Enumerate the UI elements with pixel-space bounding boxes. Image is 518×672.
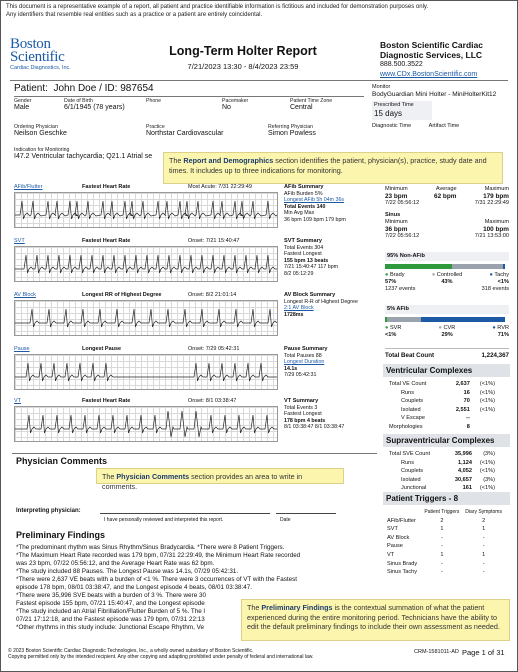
event-onset: Onset: 7/29 05:42:31 (188, 346, 240, 352)
practice-value: Northstar Cardiovascular (146, 130, 224, 137)
trigger-label: AFib/Flutter (387, 517, 416, 524)
event-onset: Onset: 8/1 03:38:47 (188, 398, 237, 404)
summary-line-1: Total Events 304 (284, 244, 324, 251)
finding-line: 07/21 17:12:18, and the Fastest episode was 179 bpm, 07/31 22:13 (16, 616, 205, 623)
table-row (389, 477, 495, 484)
tachy-events: 318 events (481, 286, 509, 292)
trigger-patient-count: 1 (440, 526, 444, 533)
hr-stats-sinus (385, 212, 509, 240)
row-pct (472, 415, 495, 422)
row-value: 70 (463, 398, 470, 405)
disclaimer-line-1: This document is a representative example of a report, all patient and practice identifiable information is fictitious and included for demonstration purposes only. (6, 4, 429, 10)
summary-title: AV Block Summary (284, 292, 336, 298)
indication-label: Indication for Monitoring (14, 147, 70, 153)
row-label: Total VE Count (389, 381, 427, 387)
summary-line-2: 2:1 AV Block (284, 305, 314, 311)
trigger-diary-count: 1 (482, 551, 486, 558)
trigger-label: Sinus Tachy (387, 569, 418, 576)
finding-line: was 23 bpm, 07/22 05:56:12, and the Average Heart Rate was 62 bpm. (16, 560, 215, 567)
signature-line[interactable] (100, 513, 270, 514)
dob-label: Date of Birth (64, 98, 93, 104)
trigger-label: Sinus Brady (387, 560, 418, 567)
cvr-label: CVR (443, 325, 456, 331)
cvr-pct: 29% (441, 332, 453, 338)
ecg-strip (14, 300, 278, 336)
timezone-label: Patient Time Zone (290, 98, 333, 104)
referring-label: Referring Physician (268, 124, 313, 130)
total-beat-value: 1,224,367 (481, 352, 509, 359)
ecg-strip (14, 246, 278, 282)
svr-label: SVR (389, 325, 402, 331)
afib-bar (385, 317, 509, 322)
callout3-bold: Preliminary Findings (261, 603, 333, 612)
summary-line-1: AFib Burden 5% (284, 190, 323, 197)
table-row (389, 398, 495, 405)
dob-value: 6/1/1945 (78 years) (64, 104, 125, 111)
disclaimer-line-2: Any identifiers that resemble real entities such as a practice or a patient are entirely coincidental. (6, 12, 263, 18)
report-title: Long-Term Holter Report (169, 44, 317, 58)
trigger-label: SVT (387, 526, 398, 533)
trigger-diary-count: 1 (482, 526, 486, 533)
hr-stats-afib (385, 186, 509, 207)
table-row (389, 451, 495, 458)
cvr-dot-icon: ● (438, 325, 442, 331)
tachy-dot-icon: ● (489, 272, 493, 278)
trigger-diary-count: - (482, 569, 485, 576)
report-dates: 7/21/2023 13:30 - 8/4/2023 23:59 (187, 62, 299, 71)
event-name-link[interactable]: Pause (14, 346, 30, 352)
summary-line-2: Longest AFib 5h 04m 36s (284, 197, 345, 203)
summary-line-2: Fastest Longest (284, 251, 322, 257)
page-number: Page 1 of 31 (462, 648, 505, 657)
tachy-label: Tachy (494, 272, 509, 278)
row-pct: (<1%) (479, 406, 495, 413)
row-value: 16 (463, 389, 470, 396)
non-afib-label: 95% Non-AFib (385, 252, 509, 261)
event-summary (284, 346, 380, 379)
timezone-value: Central (290, 104, 313, 111)
event-summary (284, 398, 380, 431)
trigger-patient-count: 1 (440, 551, 444, 558)
row-pct: (3%) (483, 476, 495, 483)
row-label: Isolated (401, 476, 421, 483)
trigger-patient-count: 2 (440, 517, 444, 524)
event-onset: Onset: 7/21 15:40:47 (188, 238, 240, 244)
trigger-diary-count: - (482, 543, 485, 550)
triggers-table (385, 507, 506, 578)
summary-line-5: 36 bpm 109 bpm 179 bpm (284, 216, 346, 223)
row-value: 4,052 (457, 468, 472, 475)
table-row (389, 381, 495, 388)
summary-line-4: Min Avg Max (284, 210, 315, 216)
table-row (389, 407, 495, 414)
summary-line-5: 8/2 05:12:29 (284, 270, 314, 277)
phone-label: Phone (146, 98, 162, 104)
header-divider (10, 80, 508, 81)
callout-physician-comments (96, 468, 344, 491)
patient-id-label: ID: (104, 83, 118, 94)
finding-line: *The study included 88 Pauses. The Longest Pause was 14.1s, 07/29 05:42:31. (16, 568, 239, 575)
sinus-max-label: Maximum (484, 219, 509, 225)
hr-max-value: 179 bpm (483, 193, 509, 200)
rvr-pct: 71% (497, 332, 509, 338)
disclaimer (6, 3, 506, 19)
monitor-label: Monitor (372, 84, 391, 90)
table-row (389, 485, 495, 492)
row-value: 30,657 (454, 476, 472, 483)
cvr-segment (387, 317, 421, 322)
event-strip-title: Fastest Heart Rate (82, 184, 131, 190)
summary-line-2: Longest Duration (284, 359, 325, 365)
callout2-post: section provides an area to write in comments. (102, 472, 303, 491)
summary-line-3: 155 bpm 13 beats (284, 257, 329, 264)
ecg-trace (15, 355, 277, 389)
gender-value: Male (14, 104, 30, 111)
company-name-2: Diagnostic Services, LLC (380, 50, 483, 60)
ordering-value: Neilson Geschke (14, 130, 67, 137)
callout1-pre: The (169, 156, 184, 165)
date-line[interactable] (276, 513, 336, 514)
trigger-row (387, 561, 504, 568)
summary-line-3: 1728ms (284, 311, 304, 318)
hr-min-time: 7/22 05:56:12 (385, 200, 420, 206)
total-beat-label: Total Beat Count (385, 352, 435, 359)
finding-line: *The study included an Atrial Fibrillation/Flutter Burden of 5 %. The l (16, 608, 205, 615)
svr-pct: <1% (385, 332, 397, 338)
row-label: Junctional (401, 485, 427, 492)
preliminary-findings-title: Preliminary Findings (16, 530, 106, 540)
summary-title: AFib Summary (284, 184, 324, 190)
patient-id: 987654 (120, 83, 154, 94)
sinus-max-time: 7/21 13:53:00 (474, 233, 509, 239)
summary-title: SVT Summary (284, 238, 322, 244)
ventricular-section (383, 364, 510, 433)
trigger-label: Pause (387, 543, 403, 550)
row-pct: (3%) (483, 451, 495, 457)
comments-divider (12, 453, 377, 454)
trigger-label: AV Block (387, 534, 410, 541)
ecg-trace (15, 193, 277, 227)
trigger-patient-count: - (440, 569, 443, 576)
event-summary (284, 238, 380, 277)
trigger-diary-count: - (482, 560, 485, 567)
ecg-trace (15, 247, 277, 281)
company-logo (10, 38, 71, 71)
trigger-patient-count: - (440, 534, 443, 541)
row-pct: (<1%) (479, 398, 495, 405)
finding-line: *The Maximum Heart Rate recorded was 179 bpm, 07/31 22:29:49, the Minimum Heart Rate recorded (16, 552, 301, 559)
callout-report-demographics (163, 152, 503, 184)
trigger-row (387, 518, 504, 525)
row-value: 2,637 (455, 381, 470, 387)
tachy-segment (503, 264, 505, 269)
row-value: 1,124 (457, 459, 472, 466)
hr-avg-value: 62 bpm (434, 193, 457, 200)
ecg-strip (14, 192, 278, 228)
event-strip-title: Fastest Heart Rate (82, 398, 131, 404)
callout3-pre: The (247, 603, 262, 612)
trigger-row (387, 569, 504, 576)
callout3-post: is the contextual summation of what the patient experienced during the entire monitoring period. Technicians have the ability to edit the default preliminary findings to include their own assessment as needed. (247, 603, 500, 632)
callout1-bold: Report and Demographics (183, 156, 274, 165)
row-label: Total SVE Count (389, 451, 431, 457)
summary-line-3: Total Events 140 (284, 203, 326, 210)
event-summary (284, 292, 380, 318)
practice-block (146, 124, 223, 137)
row-label: Runs (401, 389, 415, 396)
callout2-pre: The (102, 472, 117, 481)
logo-line-2: Scientific (10, 49, 65, 65)
patient-divider (14, 96, 364, 97)
controlled-pct: 43% (441, 279, 453, 285)
summary-line-1: Total Events 3 (284, 404, 318, 411)
company-info (380, 40, 512, 79)
event-strip-title: Longest RR of Highest Degree (82, 292, 162, 298)
practice-label: Practice (146, 124, 165, 130)
row-label: Runs (401, 459, 415, 466)
finding-line: *Other rhythms in this study include: Junctional Escape Rhythm, Ve (16, 624, 204, 631)
trigger-diary-count: - (482, 534, 485, 541)
supraventricular-table (387, 449, 497, 494)
pacemaker-block (222, 98, 248, 111)
callout-preliminary-findings (241, 599, 510, 641)
row-value: 2,551 (455, 406, 470, 413)
company-url[interactable]: www.CDx.BostonScientific.com (380, 71, 478, 78)
ecg-strip (14, 406, 278, 442)
phone-block (146, 98, 161, 104)
ordering-label: Ordering Physician (14, 124, 58, 130)
prescribed-value: 15 days (374, 109, 403, 118)
indication-value: I47.2 Ventricular tachycardia; Q21.1 Atrial se (14, 153, 153, 160)
rvr-label: RVR (497, 325, 509, 331)
summary-line-1: Longest R-R of Highest Degree (284, 298, 358, 305)
ventricular-title: Ventricular Complexes (383, 364, 510, 377)
trigger-patient-count: - (440, 543, 443, 550)
brady-dot-icon: ● (385, 272, 389, 278)
table-row (389, 468, 495, 475)
triggers-col-diary: Diary Symptoms (465, 509, 502, 515)
logo-subtitle: Cardiac Diagnostics, Inc. (10, 65, 71, 71)
event-strip-title: Longest Pause (82, 346, 122, 352)
summary-line-4: 7/29 05:42:31 (284, 372, 317, 378)
triggers-section (383, 492, 510, 578)
gender-label: Gender (14, 98, 32, 104)
svr-dot-icon: ● (385, 325, 389, 331)
trigger-patient-count: - (440, 560, 443, 567)
event-name-link[interactable]: AFib/Flutter (14, 184, 43, 190)
event-name-link[interactable]: VT (14, 398, 22, 404)
event-summary (284, 184, 380, 223)
table-row (389, 460, 495, 467)
table-row (389, 390, 495, 397)
ventricular-table (387, 379, 497, 433)
row-label: Morphologies (389, 423, 423, 430)
pacemaker-value: No (222, 104, 231, 111)
hr-max-label: Maximum (484, 186, 509, 192)
row-pct: (<1%) (479, 485, 495, 492)
sinus-label: Sinus (385, 212, 401, 218)
trigger-row (387, 543, 504, 550)
row-pct: (<1%) (479, 459, 495, 466)
patient-line: Patient: John Doe / ID: 987654 (14, 83, 154, 94)
interpreting-physician-label: Interpreting physician: (16, 508, 81, 514)
brady-segment (385, 264, 452, 269)
event-strip-title: Fastest Heart Rate (82, 238, 131, 244)
attestation-text: I have personally reviewed and interpreted this report. (104, 517, 224, 523)
referring-block (268, 124, 316, 137)
row-pct: (<1%) (479, 381, 495, 387)
company-phone: 888.500.3522 (380, 61, 423, 68)
event-onset: Most Acute: 7/31 22:29:49 (188, 184, 252, 190)
summary-line-4: 7/21 15:40:47 117 bpm (284, 264, 339, 270)
date-label: Date (280, 517, 291, 523)
row-value: 161 (462, 485, 472, 492)
finding-line: *There were 2,637 VE beats with a burden of <1 %. There were 3 occurrences of VT with the Fastest (16, 576, 298, 583)
timezone-block (290, 98, 332, 111)
summary-line-3: 178 bpm 4 beats (284, 417, 326, 424)
summary-line-2: Fastest Longest (284, 411, 322, 417)
afib-panel (385, 305, 509, 339)
event-name-link[interactable]: AV Block (14, 292, 36, 298)
hr-min-label: Minimum (385, 186, 408, 192)
controlled-segment (452, 264, 503, 269)
sinus-min-value: 36 bpm (385, 226, 408, 233)
trigger-row (387, 535, 504, 542)
trigger-label: VT (387, 551, 395, 558)
hr-min-value: 23 bpm (385, 193, 408, 200)
total-beat-count (385, 348, 509, 359)
logo-line-1: Boston (10, 36, 51, 52)
row-label: Couplets (401, 468, 424, 475)
summary-title: VT Summary (284, 398, 319, 404)
ecg-trace (15, 301, 277, 335)
ordering-block (14, 124, 67, 137)
controlled-dot-icon: ● (431, 272, 436, 278)
brady-label: Brady (389, 272, 405, 278)
non-afib-panel (385, 252, 509, 293)
prescribed-label: Prescribed Time (374, 102, 414, 108)
sinus-max-value: 100 bpm (483, 226, 509, 233)
event-onset: Onset: 8/2 21:01:14 (188, 292, 237, 298)
diagnostic-label: Diagnostic Time (372, 123, 412, 129)
brady-events: 1237 events (385, 286, 416, 292)
row-pct: (<1%) (479, 389, 495, 396)
rvr-segment (421, 317, 505, 322)
summary-line-1: Total Pauses 88 (284, 352, 322, 359)
tachy-pct: <1% (497, 279, 509, 285)
rvr-dot-icon: ● (492, 325, 496, 331)
footer-code: CRM-1581011-AD (414, 649, 459, 655)
patient-name: John Doe (53, 83, 97, 94)
row-pct (472, 424, 495, 431)
sinus-min-label: Minimum (385, 219, 408, 225)
physician-comments-title: Physician Comments (16, 456, 108, 466)
summary-line-3: 14.1s (284, 365, 298, 372)
event-name-link[interactable]: SVT (14, 238, 25, 244)
triggers-col-patient: Patient Triggers (424, 509, 460, 515)
row-label: V Escape (401, 415, 425, 422)
row-label: Couplets (401, 398, 424, 405)
referring-value: Simon Powless (268, 130, 316, 137)
row-value: 8 (466, 423, 470, 430)
table-row (389, 424, 495, 431)
supraventricular-title: Supraventricular Complexes (383, 434, 510, 447)
dob-block (64, 98, 125, 111)
artifact-label: Artifact Time (428, 123, 460, 129)
trigger-row (387, 526, 504, 533)
row-value: -- (466, 415, 470, 422)
finding-line: *There were 35,996 SVE beats with a burden of 3 %. There were 30 (16, 592, 206, 599)
finding-line: episode 178 bpm, 08/01 03:38:47, and the Longest episode 4 beats, 08/01 03:38:47. (16, 584, 252, 591)
ecg-trace (15, 407, 277, 441)
summary-line-4: 8/1 03:38:47 8/1 03:38:47 (284, 424, 345, 430)
footer-copyright (8, 648, 368, 660)
summary-title: Pause Summary (284, 346, 328, 352)
ecg-strip (14, 354, 278, 390)
afib-label: 5% AFib (385, 305, 509, 314)
row-label: Isolated (401, 406, 421, 413)
pacemaker-label: Pacemaker (222, 98, 249, 104)
finding-line: Fastest episode 155 bpm, 07/21 15:40:47, and the Longest episode (16, 600, 205, 607)
sinus-min-time: 7/22 05:56:12 (385, 233, 420, 239)
monitor-value: BodyGuardian Mini Holter - MiniHolterKit12 (372, 91, 497, 98)
trigger-diary-count: 2 (482, 517, 486, 524)
brady-pct: 57% (385, 279, 397, 285)
footer-copy-2: Copying permitted only by the intended recipient. Any other copying and adapting prohibited under penalty of federal and international law. (8, 654, 314, 660)
monitor-panel (372, 84, 512, 130)
hr-max-time: 7/31 22:29:49 (474, 200, 509, 206)
gender-block (14, 98, 31, 111)
row-pct: (<1%) (479, 468, 495, 475)
row-value: 35,996 (454, 451, 472, 457)
hr-avg-label: Average (435, 186, 457, 192)
controlled-label: Controlled (436, 272, 463, 278)
callout1-post: section identifies the patient, physician(s), practice, study date and times. It includes up to three indications for monitoring. (169, 156, 487, 175)
callout2-bold: Physician Comments (116, 472, 190, 481)
triggers-title: Patient Triggers - 8 (383, 492, 510, 505)
trigger-row (387, 552, 504, 559)
indication-block (14, 147, 152, 160)
supraventricular-section (383, 434, 510, 494)
finding-line: *The predominant rhythm was Sinus Rhythm/Sinus Bradycardia. *There were 8 Patient Triggers. (16, 544, 285, 551)
non-afib-bar (385, 264, 509, 269)
patient-label: Patient: (14, 83, 48, 94)
company-name-1: Boston Scientific Cardiac (380, 40, 483, 50)
footer-copy-1: © 2023 Boston Scientific Cardiac Diagnostic Technologies, Inc., a wholly owned subsidiary of Boston Scientific. (8, 648, 254, 654)
table-row (389, 415, 495, 422)
